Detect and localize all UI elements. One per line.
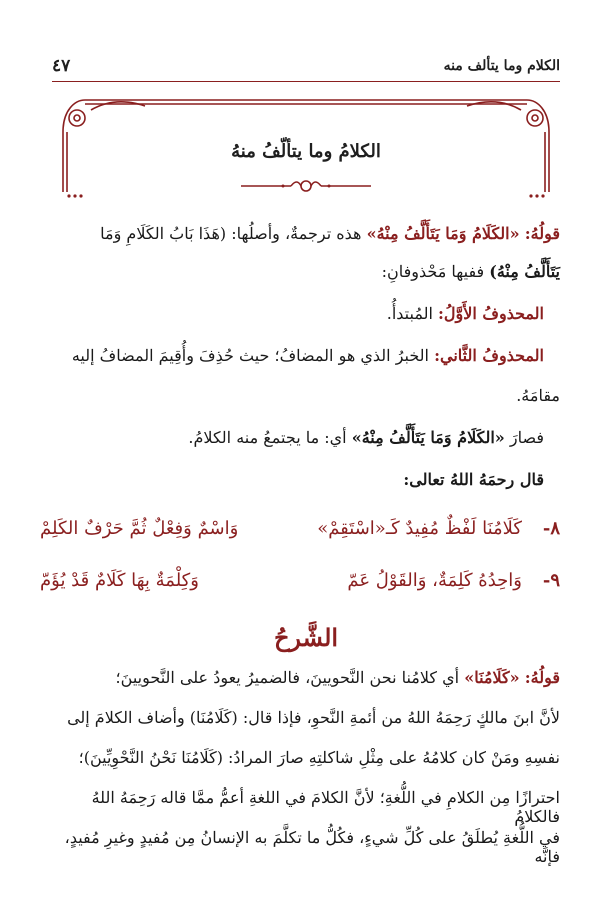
commentary-line-1: [52, 668, 560, 687]
paragraph-text: في اللُّغةِ يُطلَقُ على كُلِّ شيءٍ، فكُلُّ ما تكلَّمَ به الإنسانُ مِن مُفيدٍ وغيرِ مُفيدٍ، فإنَّه: [64, 828, 560, 866]
verse-second-half: وَاسْمٌ وَفِعْلٌ ثُمَّ حَرْفٌ الكَلِمْ: [40, 518, 239, 539]
commentary-line-4: [52, 788, 560, 826]
verse-first-half: وَاحِدُهُ كَلِمَةٌ، وَالقَوْلُ عَمّ: [347, 570, 522, 591]
paragraph-text: مقامَهُ.: [516, 386, 560, 405]
paragraph-text: الخبرُ الذي هو المضافُ؛ حيث حُذِفَ وأُقِيمَ المضافُ إليه: [71, 346, 429, 365]
commentary-line-3: [52, 748, 560, 767]
paragraph-3-line-1: [52, 346, 544, 365]
qawluhu-label: قولُهُ:: [524, 668, 560, 687]
paragraph-5: [52, 470, 544, 489]
paragraph-3-line-2: [52, 386, 560, 405]
chapter-title: الكلامُ وما يتألّفُ منهُ: [231, 141, 381, 162]
author-intro: قال رحمَهُ اللهُ تعالى:: [403, 470, 544, 489]
commentary-line-2: [52, 708, 560, 727]
qawluhu-label: قولُهُ:: [524, 224, 560, 243]
verse-second-half: وَكِلْمَةٌ بِهَا كَلَامٌ قَدْ يُؤَمّ: [40, 570, 199, 591]
quoted-matn: يَتَأَلَّفُ مِنْهُ): [489, 262, 560, 281]
paragraph-text: لأنَّ ابنَ مالكٍ رَحِمَهُ اللهُ من أئمةِ النَّحوِ، فإذا قال: (كَلَامُنَا) وأضاف الكلامَ إلى: [67, 708, 560, 727]
paragraph-text: هذه ترجمةٌ، وأصلُها: (هَذَا بَابُ الكَلَامِ وَمَا: [100, 224, 362, 243]
quoted-matn: «الكَلَامُ وَمَا يَتَأَلَّفُ مِنْهُ»: [351, 428, 505, 447]
running-title: الكلام وما يتألف منه: [443, 58, 560, 74]
quoted-matn: «كَلَامُنَا»: [464, 668, 520, 687]
paragraph-text: أي: ما يجتمعُ منه الكلامُ.: [188, 428, 347, 447]
page-number: ٤٧: [52, 56, 71, 76]
second-omitted-label: المحذوفُ الثَّاني:: [434, 346, 544, 365]
paragraph-2: [52, 304, 544, 323]
chapter-title-frame: [55, 92, 557, 200]
paragraph-text: ففيها مَحْذوفانِ:: [381, 262, 485, 281]
verse-number: ٩-: [542, 570, 560, 591]
paragraph-4: [52, 428, 544, 447]
verse-first-half: كَلَامُنَا لَفْظٌ مُفِيدٌ كَـ«اسْتَقِمْ»: [317, 518, 522, 539]
paragraph-text: نفسِهِ ومَنْ كان كلامُهُ على مِثْلِ شاكلتِهِ صارَ المرادُ: (كَلَامُنَا نَحْنُ النَّحْوِيِّينَ)؛: [78, 748, 560, 767]
paragraph-text: أي كلامُنا نحن النَّحويينَ، فالضميرُ يعودُ على النَّحويينَ؛: [115, 668, 460, 687]
paragraph-1-line-1: [52, 224, 560, 243]
verse-number: ٨-: [542, 518, 560, 539]
paragraph-text: فصارَ: [509, 428, 544, 447]
paragraph-text: احترازًا مِن الكلامِ في اللُّغةِ؛ لأنَّ الكلامَ في اللغةِ أعمُّ ممَّا قاله رَحِمَهُ اللهُ فالكلامُ: [91, 788, 560, 826]
commentary-heading: الشَّرحُ: [273, 623, 339, 652]
paragraph-1-line-2: [52, 262, 560, 281]
quoted-matn: «الكَلَامُ وَمَا يَتَأَلَّفُ مِنْهُ»: [366, 224, 520, 243]
paragraph-text: المُبتدأُ.: [386, 304, 433, 323]
first-omitted-label: المحذوفُ الأَوَّلُ:: [437, 304, 544, 323]
commentary-line-5: [52, 828, 560, 866]
header-rule: [52, 81, 560, 82]
running-header: [52, 56, 560, 80]
